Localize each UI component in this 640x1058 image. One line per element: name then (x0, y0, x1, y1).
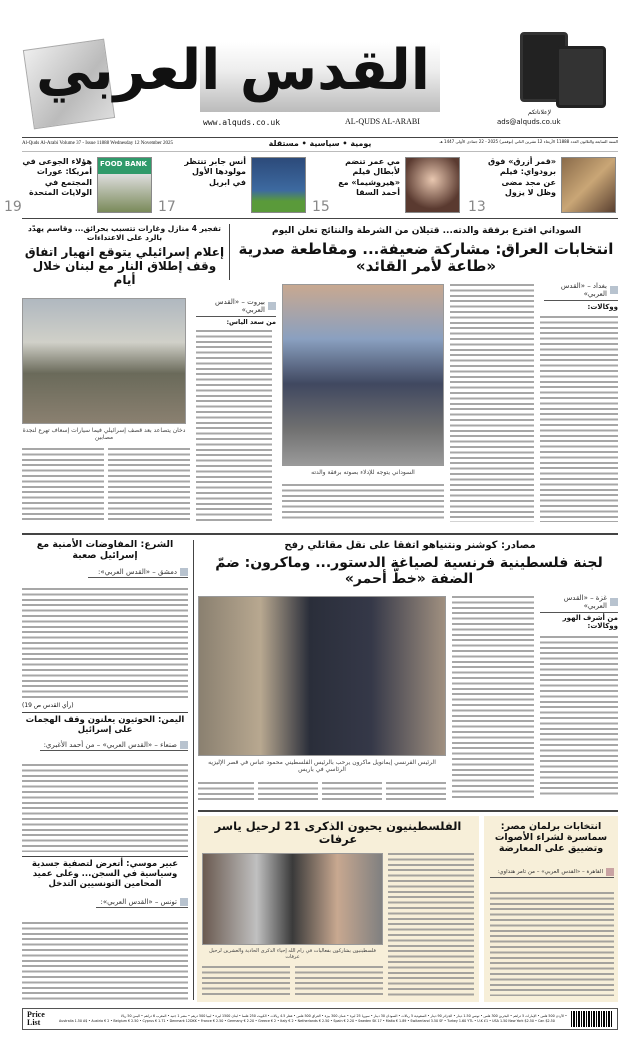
price-list-strip (22, 1008, 618, 1030)
palestine-body-col1 (540, 636, 618, 798)
syria-dateline: دمشق – «القدس العربي»: (88, 568, 188, 578)
yemen-body (22, 764, 188, 852)
palestine-dateline: غزة – «القدس العربي» (540, 594, 618, 613)
palestine-body-col2 (452, 596, 534, 798)
ads-label: لإعلاناتكم (528, 109, 552, 116)
dateline-marker-icon (610, 286, 618, 294)
dateline-left: Al-Quds Al-Arabi Volume 37 - Issue 11888 Wednesday 12 November 2025 (22, 141, 174, 146)
lebanon-byline: من سعد الياس: (226, 318, 276, 326)
dateline-marker-icon (180, 898, 188, 906)
dateline-marker-icon (606, 868, 614, 876)
iraq-body-col2 (450, 284, 534, 522)
teaser-image (405, 157, 460, 213)
arafat-photo (202, 853, 383, 945)
lebanon-body-col2 (108, 448, 190, 522)
palestine-body-col3 (386, 782, 446, 800)
teaser-page-number: 19 (4, 199, 22, 215)
palestine-photo-caption: الرئيس الفرنسي إيمانويل ماكرون يرحب بالرئيس الفلسطيني محمود عباس في قصر الإليزيه الرئاسي في باريس (208, 759, 436, 774)
palestine-kicker: مصادر: كوشنر ونتنياهو اتفقا على نقل مقاتلي رفح (284, 540, 536, 551)
teaser-page-number: 15 (312, 199, 330, 215)
iraq-headline[interactable]: انتخابات العراق: مشاركة ضعيفة... ومقاطعة صدرية «طاعة لأمر القائد» (238, 240, 614, 276)
barcode-icon (571, 1011, 613, 1027)
arafat-body-col3 (202, 966, 290, 997)
macron-abbas-photo (198, 596, 446, 756)
teaser-title: أنس جابر تنتظر مولودها الأول في ابريل (184, 157, 246, 187)
divider (198, 810, 618, 812)
palestine-body-col4 (322, 782, 382, 800)
iraq-photo-caption: السوداني يتوجه للإدلاء بصوته برفقة والدته (311, 469, 415, 476)
tunisia-body (22, 922, 188, 1000)
iraq-kicker: السوداني اقترع برفقة والدته... قتيلان من الشرطة والنتائج تعلن اليوم (271, 226, 582, 236)
iraq-photo (282, 284, 444, 466)
lebanon-headline[interactable]: إعلام إسرائيلي يتوقع انهيار اتفاق وقف إطلاق النار مع لبنان خلال أيام (24, 245, 225, 287)
dateline-marker-icon (180, 741, 188, 749)
lebanon-photo (22, 298, 186, 424)
palestine-byline: من أشرف الهور ووكالات: (562, 614, 618, 631)
price-list-values: • الأردن 500 فلس • الإمارات 5 دراهم • البحرين 300 فلس • تونس 1.50 دينار • الجزائر 90 دينار • السعودية 5 ريالات • السودان 30 دينار • سوريا 25 ليرة • عمان 300 بيزة • العراق 500 فلس • قطر 4.5 ريالات • الكويت 250 فلسا • لبنان 1500 ليرة • ليبيا 500 درهم • مصر 1 جنيه • المغرب 6 دراهم • اليمن 50 ريالا Australia 1.50 A$ • Austria € 2 • Belgium € 2.50 • Cyprus € 1.71 • Denmark 12DKK • France € 2.50 • Germany € 2.20 • Greece € 2 • Italy € 2 • Netherlands € 2.50 • Spain € 2.20 • Sweden SK 17 • Malta € 1.89 • Switzerland 3.50 SF • Turkey 1.60 YTL • U.K £1 • USA 1.50 New York $2.50 • Can $2.50 (59, 1014, 567, 1023)
palestine-headline[interactable]: لجنة فلسطينية فرنسية لصياغة الدستور... وماكرون: ضمّ الضفة «خطّ أحمر» (215, 555, 603, 588)
syria-reference[interactable]: (رأي القدس ص 19) (22, 702, 74, 709)
lebanon-kicker: تفجير 4 منازل وغارات تتسبب بحرائق... وقاسم يهدّد بالرد على الاعتداءات (28, 224, 221, 242)
teaser-title: هؤلاء الجوعى في أمريكا: عورات المجتمع في الولايات المتحدة (22, 157, 92, 198)
yemen-dateline: صنعاء – «القدس العربي» – من أحمد الأغبري: (40, 741, 188, 751)
teaser-image (561, 157, 616, 213)
yemen-headline[interactable]: اليمن: الحوثيون يعلنون وقف الهجمات على إسرائيل (25, 715, 185, 735)
dateline-right: السنة السابعة والثلاثون العدد 11888 الأربعاء 12 تشرين الثاني (نوفمبر) 2025 - 22 جمادى الأولى 1447 هـ (439, 139, 618, 144)
iraq-body-col3 (282, 484, 444, 522)
ads-email[interactable]: ads@alquds.co.uk (497, 118, 561, 126)
arafat-photo-caption: فلسطينيون يشاركون بفعاليات في رام الله إحياء الذكرى الحادية والعشرين لرحيل عرفات (209, 948, 376, 960)
arafat-body-col1 (388, 853, 474, 997)
egypt-headline[interactable]: انتخابات برلمان مصر: سماسرة لشراء الأصوات وتضييق على المعارضة (494, 821, 608, 854)
lebanon-body-col3 (22, 448, 104, 522)
divider (22, 137, 618, 138)
divider (22, 856, 188, 857)
logo (36, 38, 440, 112)
iraq-dateline: بغداد – «القدس العربي» (544, 282, 618, 301)
column-divider (193, 540, 194, 1000)
arafat-body-col2 (295, 966, 383, 997)
dateline-marker-icon (610, 598, 618, 606)
teaser-item[interactable] (156, 157, 306, 215)
name-latin: AL-QUDS AL-ARABI (345, 117, 420, 126)
teaser-page-number: 13 (468, 199, 486, 215)
iraq-body-col1 (540, 316, 618, 522)
teaser-image (251, 157, 306, 213)
teaser-title: مي عمر تنضم لأبطال فيلم «هيروشيما» مع أحمد السقا (338, 157, 400, 198)
syria-headline[interactable]: الشرع: المفاوضات الأمنية مع إسرائيل صعبة (36, 539, 174, 561)
divider (22, 712, 188, 713)
tablet-devices-image (520, 32, 605, 108)
arafat-headline[interactable]: الفلسطينيون يحيون الذكرى 21 لرحيل ياسر عرفات (214, 819, 462, 847)
egypt-body (490, 892, 614, 996)
teaser-page-number: 17 (158, 199, 176, 215)
website-link[interactable]: www.alquds.co.uk (203, 118, 281, 127)
food-bank-sign: FOOD BANK (100, 160, 147, 168)
lebanon-body-col1 (196, 330, 272, 522)
column-divider (229, 224, 230, 280)
palestine-body-col6 (198, 782, 254, 800)
teaser-title: «قمر أزرق» فوق برودواي: فيلم عن مجد مضى وظل لا يزول (488, 157, 556, 198)
teaser-item[interactable] (466, 157, 616, 215)
teaser-item[interactable] (2, 157, 152, 215)
dateline-marker-icon (268, 302, 276, 310)
divider (22, 533, 618, 535)
slogan: يومية • سياسية • مستقلة (268, 139, 372, 148)
lebanon-dateline: بيروت – «القدس العربي» (196, 298, 276, 317)
iraq-agencies: ووكالات: (587, 303, 618, 311)
lebanon-photo-caption: دخان يتصاعد بعد قصف إسرائيلي فيما سيارات إسعاف تهرع لنجدة مصابين (22, 427, 186, 442)
teaser-image (97, 157, 152, 213)
syria-body (22, 588, 188, 700)
price-list-label: Price List (27, 1010, 45, 1027)
tunisia-headline[interactable]: عبير موسي: أتعرض لتصفية جسدية وسياسية في السجن... وعلى عميد المحامين التونسيين التدخل (31, 859, 179, 889)
egypt-dateline: القاهرة – «القدس العربي» – من تامر هنداوي: (490, 868, 614, 878)
masthead (0, 0, 640, 128)
palestine-body-col5 (258, 782, 318, 800)
tunisia-dateline: تونس – «القدس العربي»: (96, 898, 188, 908)
logo-text: القدس العربي (36, 38, 430, 103)
divider (22, 218, 618, 219)
divider (22, 151, 618, 152)
dateline-marker-icon (180, 568, 188, 576)
teaser-item[interactable] (310, 157, 460, 215)
